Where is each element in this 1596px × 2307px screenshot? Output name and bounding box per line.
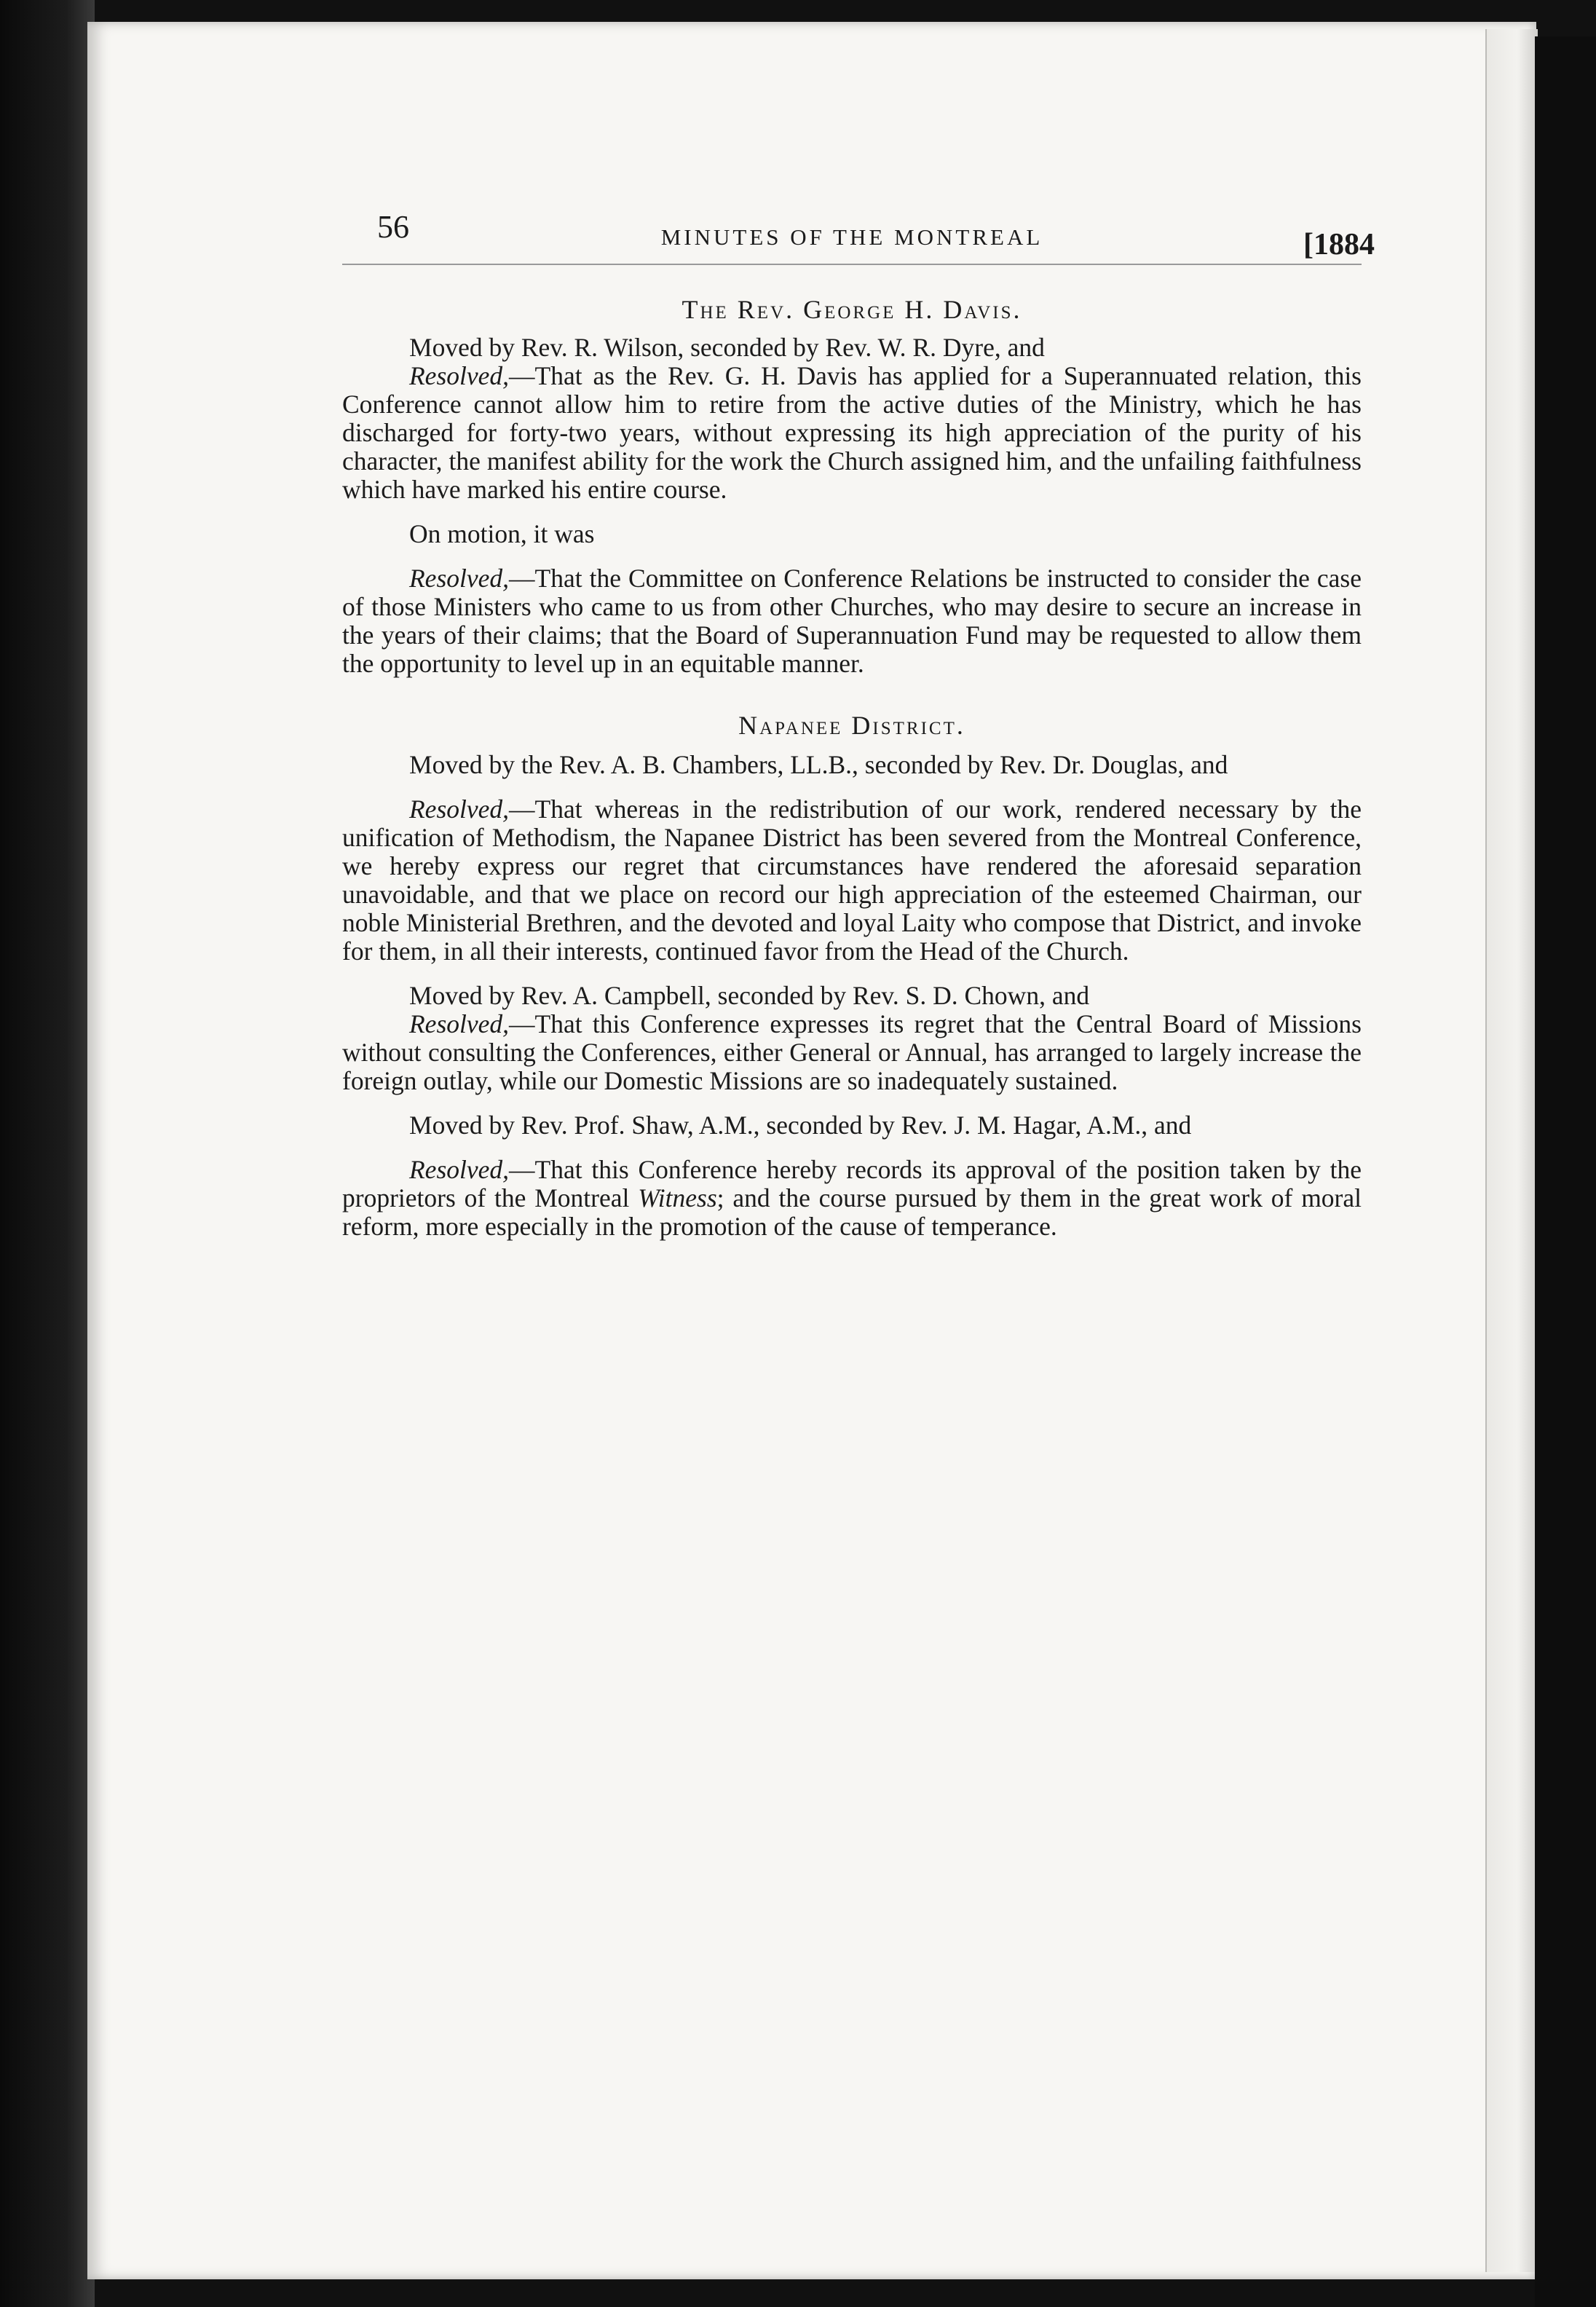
resolved-lead: Resolved, <box>409 794 510 824</box>
newspaper-name: Witness <box>638 1183 717 1212</box>
paragraph <box>342 1156 1362 1241</box>
paragraph-text: —That this Conference hereby records its approval of the position taken by the proprietors of the Montreal <box>342 1155 1362 1212</box>
paragraph: On motion, it was <box>409 519 595 548</box>
paragraph <box>342 1010 1362 1095</box>
paragraph-text: —That the Committee on Conference Relations be instructed to consider the case of those Ministers who came to us from other Churches, who may desire to secure an increase in the years of their claims; that the Board of Superannuation Fund may be requested to allow them the opportunity to level up in an equitable manner. <box>342 564 1362 678</box>
paragraph <box>342 362 1362 504</box>
scan-background <box>1535 36 1596 2307</box>
paragraph <box>342 564 1362 678</box>
paragraph <box>342 795 1362 966</box>
resolved-lead: Resolved, <box>409 1155 510 1184</box>
page-number: 56 <box>377 209 409 245</box>
paragraph: Moved by Rev. Prof. Shaw, A.M., seconded by Rev. J. M. Hagar, A.M., and <box>409 1111 1192 1140</box>
running-head <box>342 198 1375 265</box>
paragraph-text: —That whereas in the redistribution of our work, rendered necessary by the unification of Methodism, the Napanee District has been severed from the Montreal Conference, we hereby express our regret that circumstances have rendered the aforesaid separation unavoidable, and that we place on record our high appreciation of the esteemed Chairman, our noble Ministerial Brethren, and the devoted and loyal Laity who compose that District, and invoke for them, in all their interests, continued favor from the Head of the Church. <box>342 794 1362 966</box>
book-gutter <box>0 0 95 2307</box>
paragraph-text: ; and the course pursued by them in the great work of moral reform, more especially in the promotion of the cause of temperance. <box>342 1183 1362 1241</box>
resolved-lead: Resolved, <box>409 1009 510 1038</box>
paragraph: Moved by Rev. A. Campbell, seconded by Rev. S. D. Chown, and <box>409 981 1090 1010</box>
running-year: [1884 <box>1303 228 1375 261</box>
paragraph: Moved by Rev. R. Wilson, seconded by Rev. W. R. Dyre, and <box>409 333 1045 362</box>
resolved-lead: Resolved, <box>409 361 510 390</box>
section-heading: The Rev. George H. Davis. <box>682 295 1022 324</box>
paragraph-text: —That as the Rev. G. H. Davis has applied for a Superannuated relation, this Conference cannot allow him to retire from the active duties of the Ministry, which he has discharged for forty-two years, without expressing its high appreciation of the purity of his character, the manifest ability for the work the Church assigned him, and the unfailing faithfulness which have marked his entire course. <box>342 361 1362 504</box>
paragraph: Moved by the Rev. A. B. Chambers, LL.B., seconded by Rev. Dr. Douglas, and <box>409 750 1228 779</box>
page-content <box>342 198 1375 1241</box>
paragraph-text: —That this Conference expresses its regret that the Central Board of Missions without consulting the Conferences, either General or Annual, has arranged to largely increase the foreign outlay, while our Domestic Missions are so inadequately sustained. <box>342 1009 1362 1095</box>
running-title: MINUTES OF THE MONTREAL <box>660 224 1043 250</box>
section-heading: Napanee District. <box>738 711 965 740</box>
resolved-lead: Resolved, <box>409 564 510 593</box>
page-edge <box>1485 29 1538 2272</box>
